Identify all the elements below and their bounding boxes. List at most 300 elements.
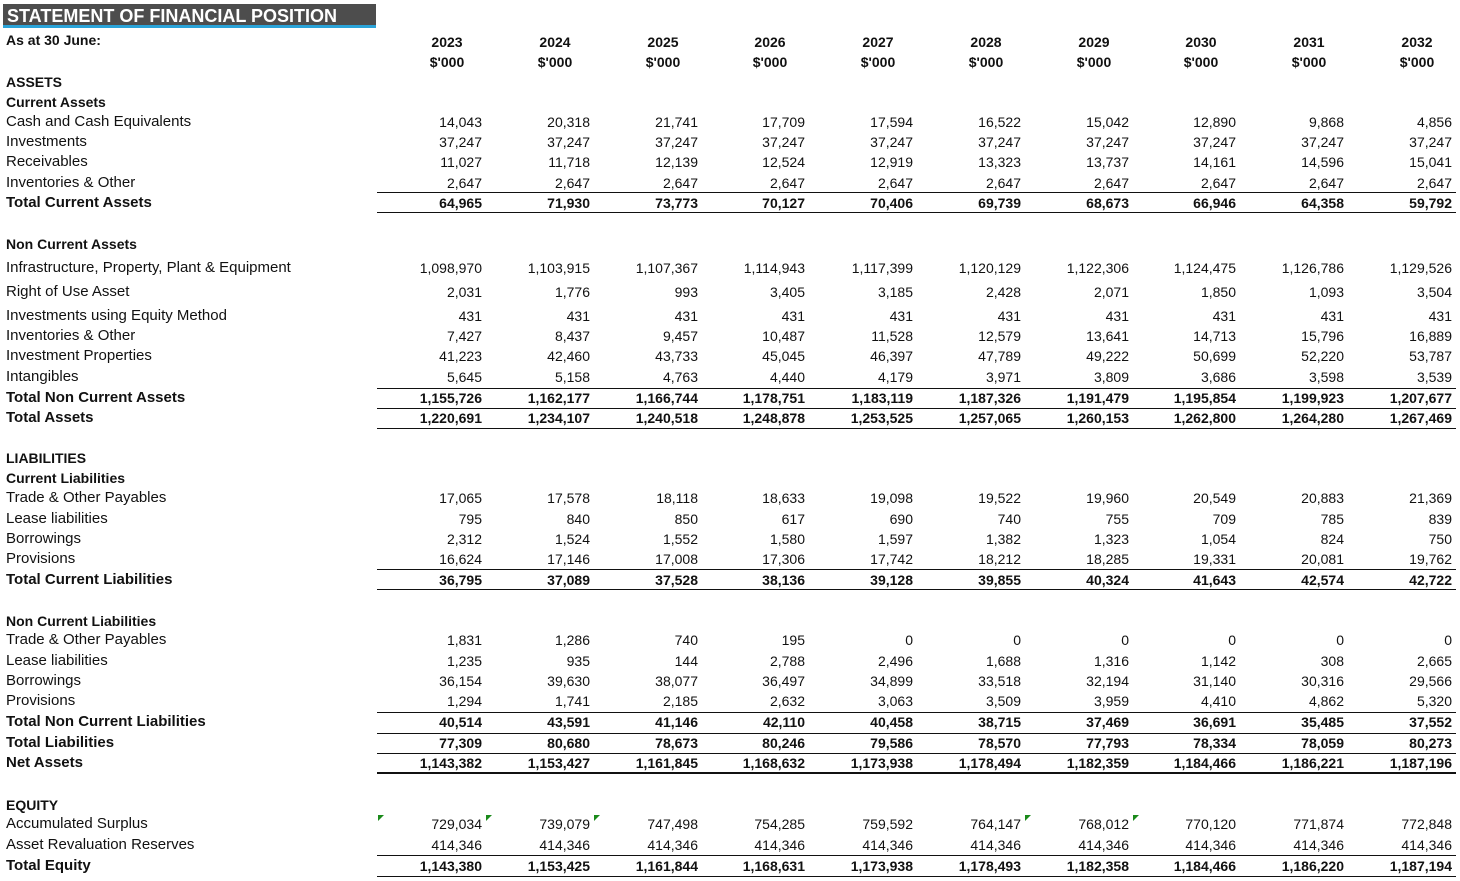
cell-value: 12,524	[762, 154, 805, 170]
cell-value: 18,212	[978, 551, 1021, 567]
row-label: Cash and Cash Equivalents	[6, 113, 192, 130]
cell-value: 2,071	[1093, 284, 1129, 300]
cell-value: 431	[458, 308, 482, 324]
cell-value: 739,079	[539, 816, 590, 832]
cell-value: 46,397	[870, 348, 913, 364]
cell-value: 1,186,221	[1281, 755, 1344, 771]
cell-value: 414,346	[1401, 837, 1452, 853]
cell-value: 16,889	[1409, 328, 1452, 344]
cell-value: 2,647	[877, 175, 913, 191]
comment-flag-icon[interactable]	[594, 815, 600, 821]
cell-value: 2,185	[662, 693, 698, 709]
cell-value: 431	[1212, 308, 1236, 324]
cell-value: 5,320	[1416, 693, 1452, 709]
table-row	[0, 856, 1460, 876]
cell-value: 1,257,065	[958, 410, 1021, 426]
cell-value: 1,184,466	[1173, 858, 1236, 874]
cell-value: 18,633	[762, 490, 805, 506]
cell-value: 1,178,493	[958, 858, 1021, 874]
cell-value: 431	[781, 308, 805, 324]
cell-value: 78,059	[1301, 735, 1344, 751]
cell-value: 840	[566, 511, 590, 527]
cell-value: 1,142	[1200, 653, 1236, 669]
cell-value: 17,306	[762, 551, 805, 567]
cell-value: 1,688	[985, 653, 1021, 669]
cell-value: 39,855	[978, 572, 1021, 588]
total-rule	[377, 388, 1456, 389]
cell-value: 839	[1428, 511, 1452, 527]
cell-value: 1,262,800	[1173, 410, 1236, 426]
cell-value: 39,128	[870, 572, 913, 588]
cell-value: 2,788	[769, 653, 805, 669]
cell-value: 40,514	[439, 714, 482, 730]
row-label: LIABILITIES	[6, 450, 87, 466]
cell-value: 0	[1013, 632, 1021, 648]
cell-value: 17,578	[547, 490, 590, 506]
cell-value: 2,647	[1308, 175, 1344, 191]
column-year: 2027	[862, 34, 894, 50]
cell-value: 2,031	[446, 284, 482, 300]
row-label: Trade & Other Payables	[6, 489, 167, 506]
row-label: Current Assets	[6, 94, 106, 110]
row-label: Trade & Other Payables	[6, 631, 167, 648]
cell-value: 35,485	[1301, 714, 1344, 730]
cell-value: 10,487	[762, 328, 805, 344]
cell-value: 1,524	[554, 531, 590, 547]
cell-value: 414,346	[1293, 837, 1344, 853]
cell-value: 37,247	[870, 134, 913, 150]
cell-value: 1,831	[446, 632, 482, 648]
total-rule	[377, 408, 1456, 409]
cell-value: 78,570	[978, 735, 1021, 751]
column-unit: $'000	[1399, 54, 1435, 70]
table-row	[0, 132, 1460, 152]
cell-value: 33,518	[978, 673, 1021, 689]
underline-rule	[377, 855, 1456, 856]
table-row	[0, 367, 1460, 387]
cell-value: 21,741	[655, 114, 698, 130]
cell-value: 37,247	[1193, 134, 1236, 150]
cell-value: 70,127	[762, 195, 805, 211]
cell-value: 31,140	[1193, 673, 1236, 689]
column-header-2029	[1059, 32, 1129, 72]
row-label: Current Liabilities	[6, 470, 126, 486]
cell-value: 1,178,751	[742, 390, 805, 406]
cell-value: 4,862	[1308, 693, 1344, 709]
cell-value: 36,154	[439, 673, 482, 689]
cell-value: 79,586	[870, 735, 913, 751]
row-label: Total Non Current Assets	[6, 389, 186, 406]
cell-value: 431	[1428, 308, 1452, 324]
row-label: Inventories & Other	[6, 174, 136, 191]
cell-value: 0	[1444, 632, 1452, 648]
row-label: Intangibles	[6, 368, 79, 385]
row-label: Provisions	[6, 550, 76, 567]
cell-value: 2,647	[554, 175, 590, 191]
cell-value: 21,369	[1409, 490, 1452, 506]
cell-value: 1,093	[1308, 284, 1344, 300]
cell-value: 414,346	[754, 837, 805, 853]
cell-value: 37,089	[547, 572, 590, 588]
column-unit: $'000	[1076, 54, 1112, 70]
cell-value: 12,890	[1193, 114, 1236, 130]
cell-value: 39,630	[547, 673, 590, 689]
cell-value: 20,549	[1193, 490, 1236, 506]
comment-flag-icon[interactable]	[378, 815, 384, 821]
cell-value: 80,273	[1409, 735, 1452, 751]
cell-value: 2,312	[446, 531, 482, 547]
column-year: 2031	[1293, 34, 1325, 50]
cell-value: 11,528	[871, 328, 913, 344]
column-unit: $'000	[968, 54, 1004, 70]
cell-value: 42,574	[1301, 572, 1344, 588]
cell-value: 1,776	[554, 284, 590, 300]
cell-value: 38,077	[655, 673, 698, 689]
cell-value: 1,098,970	[419, 260, 482, 276]
cell-value: 1,153,425	[527, 858, 590, 874]
row-label: Inventories & Other	[6, 327, 136, 344]
total-rule	[377, 192, 1456, 193]
cell-value: 771,874	[1293, 816, 1344, 832]
cell-value: 431	[997, 308, 1021, 324]
cell-value: 78,673	[655, 735, 698, 751]
cell-value: 77,793	[1086, 735, 1129, 751]
cell-value: 850	[674, 511, 698, 527]
cell-value: 1,253,525	[850, 410, 913, 426]
cell-value: 1,153,427	[527, 755, 590, 771]
cell-value: 1,117,399	[851, 260, 913, 276]
cell-value: 43,733	[655, 348, 698, 364]
cell-value: 11,027	[440, 154, 482, 170]
cell-value: 1,199,923	[1281, 390, 1344, 406]
cell-value: 431	[674, 308, 698, 324]
cell-value: 49,222	[1086, 348, 1129, 364]
table-row	[0, 306, 1460, 326]
cell-value: 1,168,632	[742, 755, 805, 771]
cell-value: 17,742	[870, 551, 913, 567]
cell-value: 34,899	[870, 673, 913, 689]
comment-flag-icon[interactable]	[1025, 815, 1031, 821]
cell-value: 36,795	[439, 572, 482, 588]
cell-value: 772,848	[1401, 816, 1452, 832]
table-row	[0, 814, 1460, 834]
cell-value: 4,440	[769, 369, 805, 385]
row-label: Infrastructure, Property, Plant & Equipment	[6, 259, 291, 276]
cell-value: 740	[997, 511, 1021, 527]
table-row	[0, 549, 1460, 569]
cell-value: 1,220,691	[419, 410, 482, 426]
cell-value: 37,552	[1409, 714, 1452, 730]
column-header-2030	[1166, 32, 1236, 72]
cell-value: 1,850	[1200, 284, 1236, 300]
cell-value: 19,098	[870, 490, 913, 506]
comment-flag-icon[interactable]	[486, 815, 492, 821]
cell-value: 37,247	[1301, 134, 1344, 150]
table-row	[0, 671, 1460, 691]
cell-value: 64,965	[439, 195, 482, 211]
column-unit: $'000	[752, 54, 788, 70]
cell-value: 755	[1105, 511, 1129, 527]
cell-value: 20,318	[547, 114, 590, 130]
table-row	[0, 509, 1460, 529]
cell-value: 1,173,938	[850, 858, 913, 874]
table-row	[0, 835, 1460, 855]
column-year: 2028	[970, 34, 1002, 50]
cell-value: 16,522	[978, 114, 1021, 130]
cell-value: 3,405	[769, 284, 805, 300]
column-header-2032	[1382, 32, 1452, 72]
cell-value: 144	[674, 653, 698, 669]
table-row	[0, 691, 1460, 711]
cell-value: 15,042	[1086, 114, 1129, 130]
cell-value: 785	[1320, 511, 1344, 527]
statement-title: STATEMENT OF FINANCIAL POSITION	[3, 4, 376, 28]
cell-value: 3,539	[1416, 369, 1452, 385]
column-header-2031	[1274, 32, 1344, 72]
table-row	[0, 488, 1460, 508]
cell-value: 0	[1121, 632, 1129, 648]
cell-value: 64,358	[1301, 195, 1344, 211]
cell-value: 414,346	[970, 837, 1021, 853]
cell-value: 68,673	[1086, 195, 1129, 211]
cell-value: 2,665	[1416, 653, 1452, 669]
column-unit: $'000	[1291, 54, 1327, 70]
cell-value: 17,146	[547, 551, 590, 567]
cell-value: 729,034	[431, 816, 482, 832]
cell-value: 8,437	[554, 328, 590, 344]
cell-value: 1,323	[1093, 531, 1129, 547]
cell-value: 1,124,475	[1173, 260, 1236, 276]
cell-value: 14,161	[1193, 154, 1236, 170]
cell-value: 37,528	[655, 572, 698, 588]
cell-value: 1,235	[446, 653, 482, 669]
cell-value: 414,346	[647, 837, 698, 853]
cell-value: 1,054	[1200, 531, 1236, 547]
total-rule	[377, 569, 1456, 570]
table-row	[0, 408, 1460, 428]
cell-value: 19,762	[1409, 551, 1452, 567]
cell-value: 1,187,326	[958, 390, 1021, 406]
cell-value: 414,346	[539, 837, 590, 853]
cell-value: 935	[566, 653, 590, 669]
cell-value: 36,691	[1193, 714, 1236, 730]
cell-value: 20,081	[1301, 551, 1344, 567]
cell-value: 37,247	[978, 134, 1021, 150]
cell-value: 9,457	[662, 328, 698, 344]
cell-value: 18,118	[656, 490, 698, 506]
table-row	[0, 651, 1460, 671]
cell-value: 1,191,479	[1066, 390, 1129, 406]
table-row	[0, 112, 1460, 132]
cell-value: 1,126,786	[1281, 260, 1344, 276]
cell-value: 2,428	[985, 284, 1021, 300]
total-rule	[377, 712, 1456, 713]
cell-value: 5,158	[554, 369, 590, 385]
row-label: Borrowings	[6, 530, 82, 547]
cell-value: 80,680	[547, 735, 590, 751]
row-label: ASSETS	[6, 74, 63, 90]
cell-value: 1,143,382	[419, 755, 482, 771]
table-row	[0, 753, 1460, 773]
cell-value: 37,247	[762, 134, 805, 150]
underline-rule	[377, 428, 1456, 429]
row-label: Total Assets	[6, 409, 94, 426]
cell-value: 3,509	[985, 693, 1021, 709]
cell-value: 195	[781, 632, 805, 648]
row-label: Receivables	[6, 153, 88, 170]
row-label: EQUITY	[6, 797, 59, 813]
cell-value: 431	[889, 308, 913, 324]
cell-value: 1,161,845	[635, 755, 698, 771]
cell-value: 1,107,367	[635, 260, 698, 276]
cell-value: 19,960	[1086, 490, 1129, 506]
cell-value: 4,179	[877, 369, 913, 385]
cell-value: 70,406	[870, 195, 913, 211]
cell-value: 71,930	[547, 195, 590, 211]
cell-value: 40,458	[870, 714, 913, 730]
comment-flag-icon[interactable]	[1133, 815, 1139, 821]
cell-value: 14,713	[1193, 328, 1236, 344]
cell-value: 3,959	[1093, 693, 1129, 709]
cell-value: 3,809	[1093, 369, 1129, 385]
row-label: Provisions	[6, 692, 76, 709]
row-label: Right of Use Asset	[6, 283, 130, 300]
cell-value: 43,591	[547, 714, 590, 730]
cell-value: 1,741	[554, 693, 590, 709]
cell-value: 14,596	[1301, 154, 1344, 170]
cell-value: 1,122,306	[1066, 260, 1129, 276]
cell-value: 20,883	[1301, 490, 1344, 506]
cell-value: 73,773	[655, 195, 698, 211]
table-row	[0, 630, 1460, 650]
table-row	[0, 234, 1460, 254]
cell-value: 1,264,280	[1281, 410, 1344, 426]
cell-value: 0	[905, 632, 913, 648]
cell-value: 754,285	[754, 816, 805, 832]
cell-value: 1,234,107	[527, 410, 590, 426]
cell-value: 37,247	[439, 134, 482, 150]
cell-value: 15,796	[1301, 328, 1344, 344]
cell-value: 1,294	[446, 693, 482, 709]
cell-value: 740	[674, 632, 698, 648]
table-row	[0, 346, 1460, 366]
row-label: Total Current Assets	[6, 194, 152, 211]
cell-value: 37,247	[1409, 134, 1452, 150]
cell-value: 41,223	[439, 348, 482, 364]
cell-value: 37,247	[547, 134, 590, 150]
cell-value: 0	[1228, 632, 1236, 648]
cell-value: 38,136	[762, 572, 805, 588]
cell-value: 795	[458, 511, 482, 527]
table-row	[0, 570, 1460, 590]
table-row	[0, 529, 1460, 549]
row-label: Non Current Liabilities	[6, 613, 157, 629]
cell-value: 414,346	[431, 837, 482, 853]
row-label: Total Equity	[6, 857, 91, 874]
cell-value: 1,186,220	[1281, 858, 1344, 874]
cell-value: 747,498	[647, 816, 698, 832]
cell-value: 12,139	[655, 154, 698, 170]
cell-value: 709	[1212, 511, 1236, 527]
cell-value: 1,183,119	[851, 390, 913, 406]
table-row	[0, 193, 1460, 213]
cell-value: 1,316	[1093, 653, 1129, 669]
cell-value: 617	[781, 511, 805, 527]
cell-value: 1,178,494	[958, 755, 1021, 771]
cell-value: 1,103,915	[527, 260, 590, 276]
cell-value: 69,739	[978, 195, 1021, 211]
cell-value: 2,647	[985, 175, 1021, 191]
cell-value: 17,709	[762, 114, 805, 130]
cell-value: 431	[566, 308, 590, 324]
column-header-2028	[951, 32, 1021, 72]
underline-rule	[377, 212, 1456, 213]
cell-value: 1,184,466	[1173, 755, 1236, 771]
cell-value: 414,346	[1185, 837, 1236, 853]
cell-value: 2,647	[662, 175, 698, 191]
total-equity-rule	[377, 876, 1456, 877]
row-label: Total Liabilities	[6, 734, 115, 751]
column-year: 2030	[1185, 34, 1217, 50]
cell-value: 59,792	[1409, 195, 1452, 211]
cell-value: 308	[1320, 653, 1344, 669]
cell-value: 42,722	[1409, 572, 1452, 588]
cell-value: 5,645	[446, 369, 482, 385]
cell-value: 3,185	[877, 284, 913, 300]
row-label: Lease liabilities	[6, 652, 108, 669]
cell-value: 1,240,518	[635, 410, 698, 426]
cell-value: 1,143,380	[419, 858, 482, 874]
row-label: Total Current Liabilities	[6, 571, 173, 588]
cell-value: 0	[1336, 632, 1344, 648]
cell-value: 1,248,878	[742, 410, 805, 426]
total-rule	[377, 733, 1456, 734]
as-at-label: As at 30 June:	[6, 32, 101, 48]
cell-value: 1,195,854	[1173, 390, 1236, 406]
cell-value: 42,110	[762, 714, 805, 730]
underline-rule	[377, 589, 1456, 590]
row-label: Lease liabilities	[6, 510, 108, 527]
cell-value: 3,686	[1200, 369, 1236, 385]
cell-value: 36,497	[762, 673, 805, 689]
table-row	[0, 733, 1460, 753]
row-label: Net Assets	[6, 754, 83, 771]
column-year: 2023	[431, 34, 463, 50]
cell-value: 2,496	[877, 653, 913, 669]
column-unit: $'000	[1183, 54, 1219, 70]
cell-value: 1,382	[985, 531, 1021, 547]
column-year: 2029	[1078, 34, 1110, 50]
cell-value: 759,592	[862, 816, 913, 832]
table-row	[0, 611, 1460, 631]
cell-value: 14,043	[439, 114, 482, 130]
row-label: Investments using Equity Method	[6, 307, 227, 324]
table-row	[0, 258, 1460, 278]
row-label: Asset Revaluation Reserves	[6, 836, 195, 853]
cell-value: 1,580	[769, 531, 805, 547]
row-label: Borrowings	[6, 672, 82, 689]
table-row	[0, 173, 1460, 193]
table-row	[0, 468, 1460, 488]
cell-value: 30,316	[1301, 673, 1344, 689]
cell-value: 4,763	[662, 369, 698, 385]
row-label: Investment Properties	[6, 347, 152, 364]
cell-value: 1,207,677	[1389, 390, 1452, 406]
row-label: Non Current Assets	[6, 236, 137, 252]
cell-value: 1,260,153	[1066, 410, 1129, 426]
cell-value: 2,647	[1200, 175, 1236, 191]
column-year: 2026	[754, 34, 786, 50]
